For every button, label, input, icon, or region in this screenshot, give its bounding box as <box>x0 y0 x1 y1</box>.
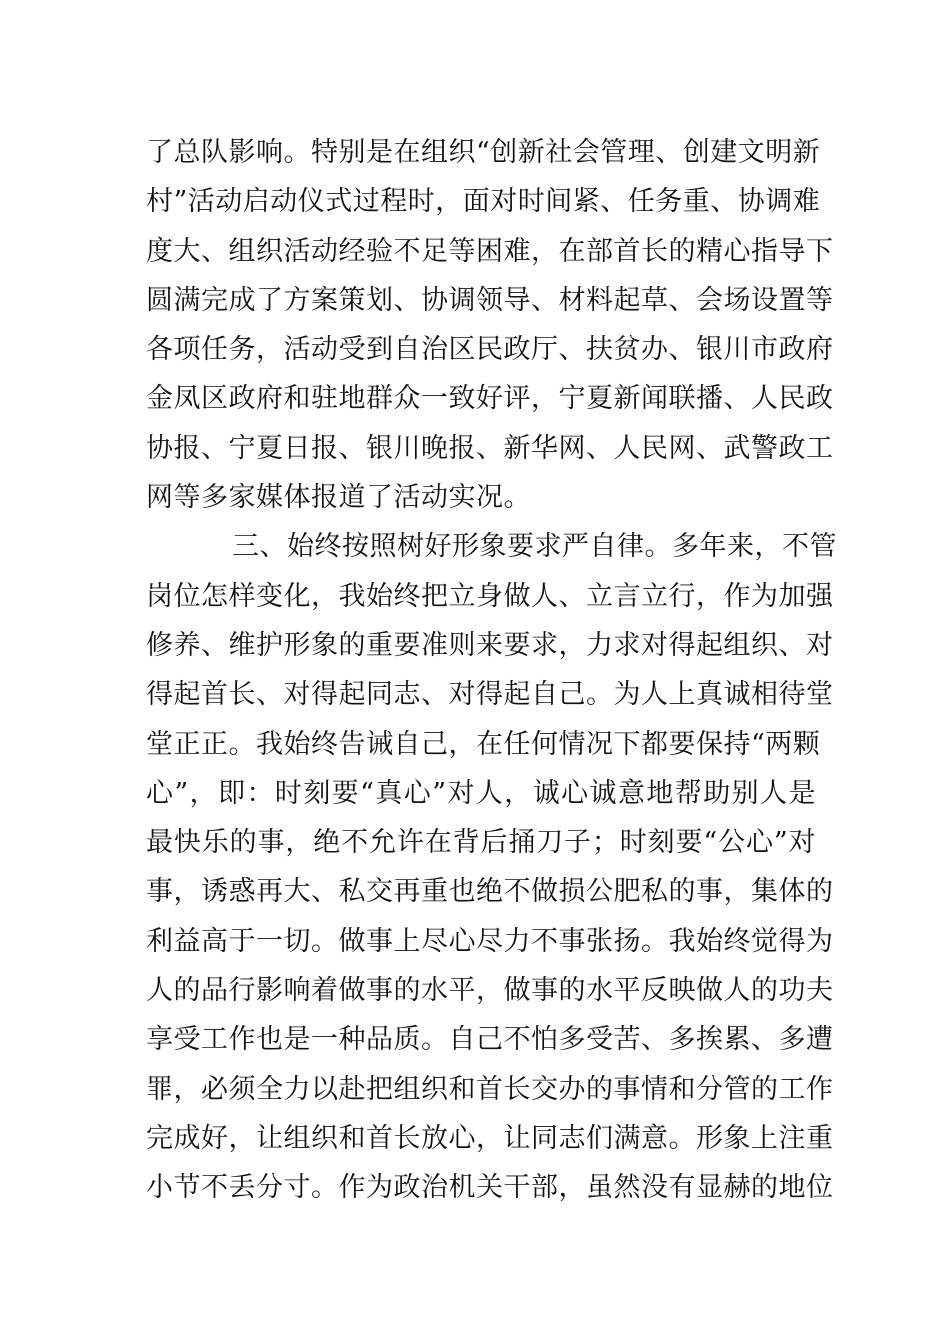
text-line-12: 得起首长、对得起同志、对得起自己。为人上真诚相待堂 <box>146 679 834 711</box>
text-line-20: 罪，必须全力以赴把组织和首长交办的事情和分管的工作 <box>146 1073 834 1105</box>
text-line-11: 修养、维护形象的重要准则来要求，力求对得起组织、对 <box>146 629 834 661</box>
text-line-1: 了总队影响。特别是在组织“创新社会管理、创建文明新 <box>146 137 821 168</box>
text-line-19: 享受工作也是一种品质。自己不怕多受苦、多挨累、多遭 <box>146 1024 834 1056</box>
text-line-15: 最快乐的事，绝不允许在背后捅刀子；时刻要“公心”对 <box>146 827 816 859</box>
text-line-13: 堂正正。我始终告诫自己，在任何情况下都要保持“两颗 <box>146 728 821 760</box>
text-line-4: 圆满完成了方案策划、协调领导、材料起草、会场设置等 <box>146 284 834 316</box>
text-line-2: 村”活动启动仪式过程时，面对时间紧、任务重、协调难 <box>146 186 821 218</box>
text-line-17: 利益高于一切。做事上尽心尽力不事张扬。我始终觉得为 <box>146 925 834 957</box>
section-heading-line: 三、始终按照树好形象要求严自律。多年来，不管 <box>232 531 837 563</box>
text-line-18: 人的品行影响着做事的水平，做事的水平反映做人的功夫 <box>146 975 834 1007</box>
text-line-10: 岗位怎样变化，我始终把立身做人、立言立行，作为加强 <box>146 580 834 612</box>
text-line-22: 小节不丢分寸。作为政治机关干部，虽然没有显赫的地位 <box>146 1172 834 1204</box>
text-line-21: 完成好，让组织和首长放心，让同志们满意。形象上注重 <box>146 1122 834 1154</box>
text-line-6: 金凤区政府和驻地群众一致好评，宁夏新闻联播、人民政 <box>146 383 834 415</box>
text-line-16: 事，诱惑再大、私交再重也绝不做损公肥私的事，集体的 <box>146 876 834 908</box>
text-line-3: 度大、组织活动经验不足等困难，在部首长的精心指导下 <box>146 235 834 267</box>
text-line-7: 协报、宁夏日报、银川晚报、新华网、人民网、武警政工 <box>146 432 834 464</box>
text-line-5: 各项任务，活动受到自治区民政厅、扶贫办、银川市政府 <box>146 334 834 366</box>
text-line-14: 心”，即：时刻要“真心”对人，诚心诚意地帮助别人是 <box>146 777 816 809</box>
body-text <box>146 128 837 1213</box>
text-line-8: 网等多家媒体报道了活动实况。 <box>146 482 531 514</box>
